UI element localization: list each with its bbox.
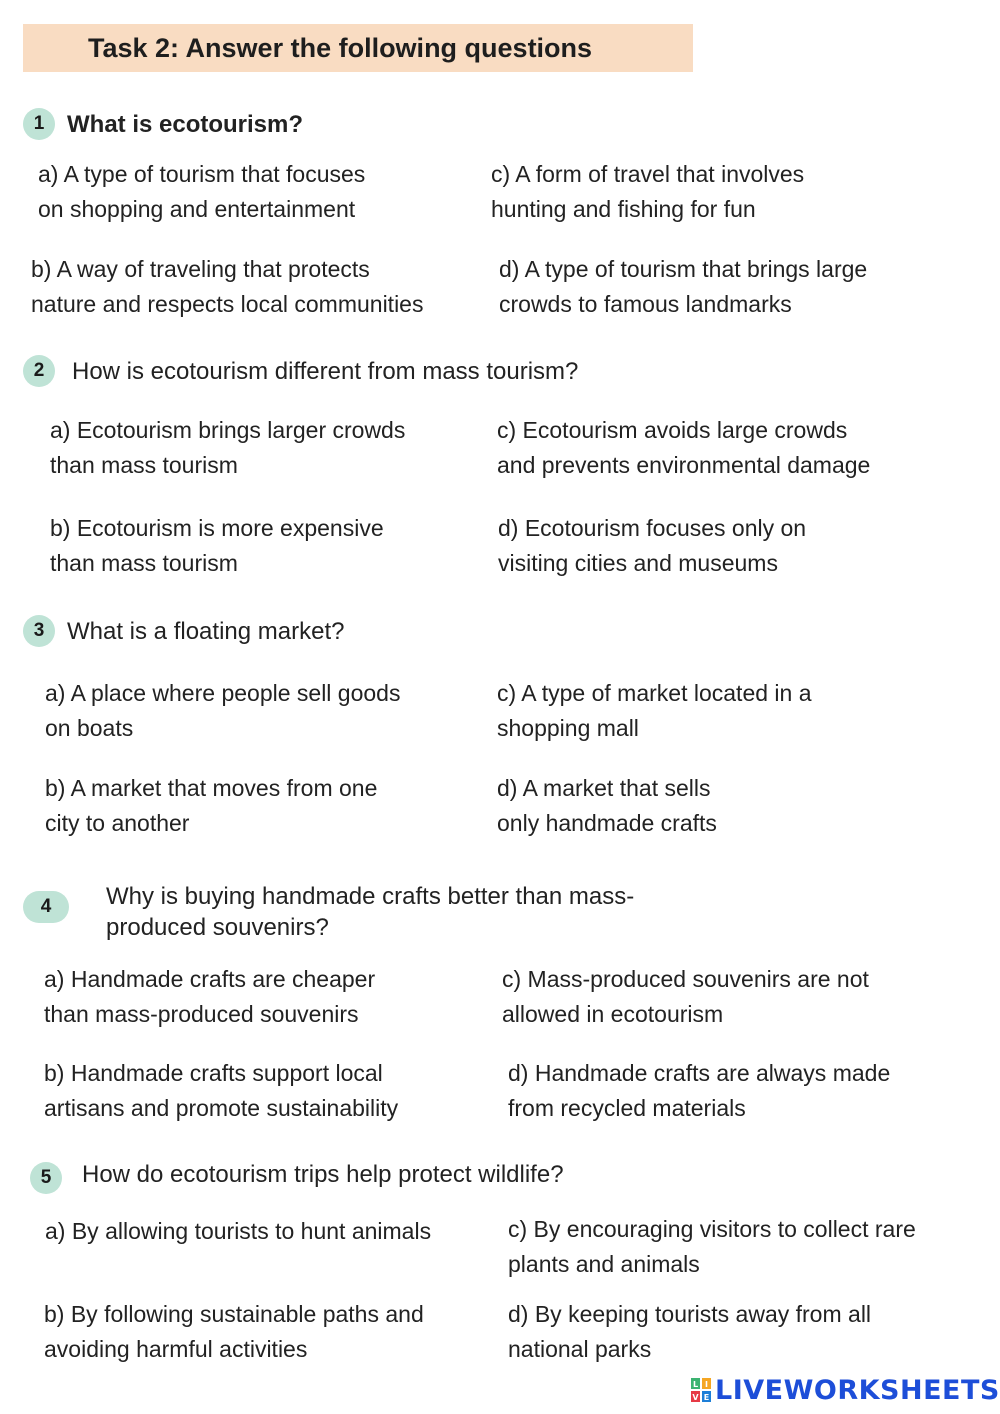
option-c[interactable]: c) Ecotourism avoids large crowds and prevents environmental damage [497,417,871,478]
option-a[interactable]: a) By allowing tourists to hunt animals [45,1218,432,1244]
question-text: Why is buying handmade crafts better than mass- produced souvenirs? [106,883,635,941]
option-d[interactable]: d) By keeping tourists away from all national parks [508,1301,872,1362]
question-text: How do ecotourism trips help protect wildlife? [82,1161,564,1188]
question-number-badge: 1 [23,108,55,140]
option-b[interactable]: b) By following sustainable paths and avoiding harmful activities [44,1301,424,1362]
question-text: What is a floating market? [67,618,345,645]
question-number-badge: 5 [30,1162,62,1194]
option-d[interactable]: d) Ecotourism focuses only on visiting cities and museums [498,515,807,576]
option-c[interactable]: c) A type of market located in a shopping mall [497,680,812,741]
option-b[interactable]: b) A way of traveling that protects nature and respects local communities [31,256,424,317]
option-c[interactable]: c) Mass-produced souvenirs are not allowed in ecotourism [502,966,869,1027]
question-number-badge: 4 [23,891,69,923]
option-b[interactable]: b) Ecotourism is more expensive than mass tourism [50,515,384,576]
logo-letter: E [703,1393,710,1402]
option-a[interactable]: a) Handmade crafts are cheaper than mass-produced souvenirs [44,966,376,1027]
logo-letter: I [705,1380,708,1389]
option-a[interactable]: a) A type of tourism that focuses on shopping and entertainment [38,161,366,222]
option-b[interactable]: b) A market that moves from one city to another [45,775,378,836]
question-number-badge: 2 [23,355,55,387]
option-b[interactable]: b) Handmade crafts support local artisans and promote sustainability [44,1060,399,1121]
option-c[interactable]: c) A form of travel that involves hunting and fishing for fun [491,161,805,222]
task-header [23,24,693,72]
option-d[interactable]: d) A type of tourism that brings large crowds to famous landmarks [499,256,868,317]
liveworksheets-logo[interactable] [690,1374,1000,1406]
logo-letter: L [692,1380,699,1389]
brand-name: LIVEWORKSHEETS [715,1374,1000,1406]
option-a[interactable]: a) A place where people sell goods on boats [45,680,401,741]
option-a[interactable]: a) Ecotourism brings larger crowds than mass tourism [50,417,406,478]
option-d[interactable]: d) A market that sells only handmade crafts [497,775,717,836]
question-text: What is ecotourism? [67,111,304,138]
option-c[interactable]: c) By encouraging visitors to collect rare plants and animals [508,1216,916,1277]
question-number-badge: 3 [23,615,55,647]
page-title: Task 2: Answer the following questions [88,33,593,63]
question-text: How is ecotourism different from mass tourism? [72,358,579,385]
liveworksheets-logo-icon [690,1377,712,1403]
option-d[interactable]: d) Handmade crafts are always made from recycled materials [508,1060,891,1121]
logo-letter: V [692,1393,699,1402]
